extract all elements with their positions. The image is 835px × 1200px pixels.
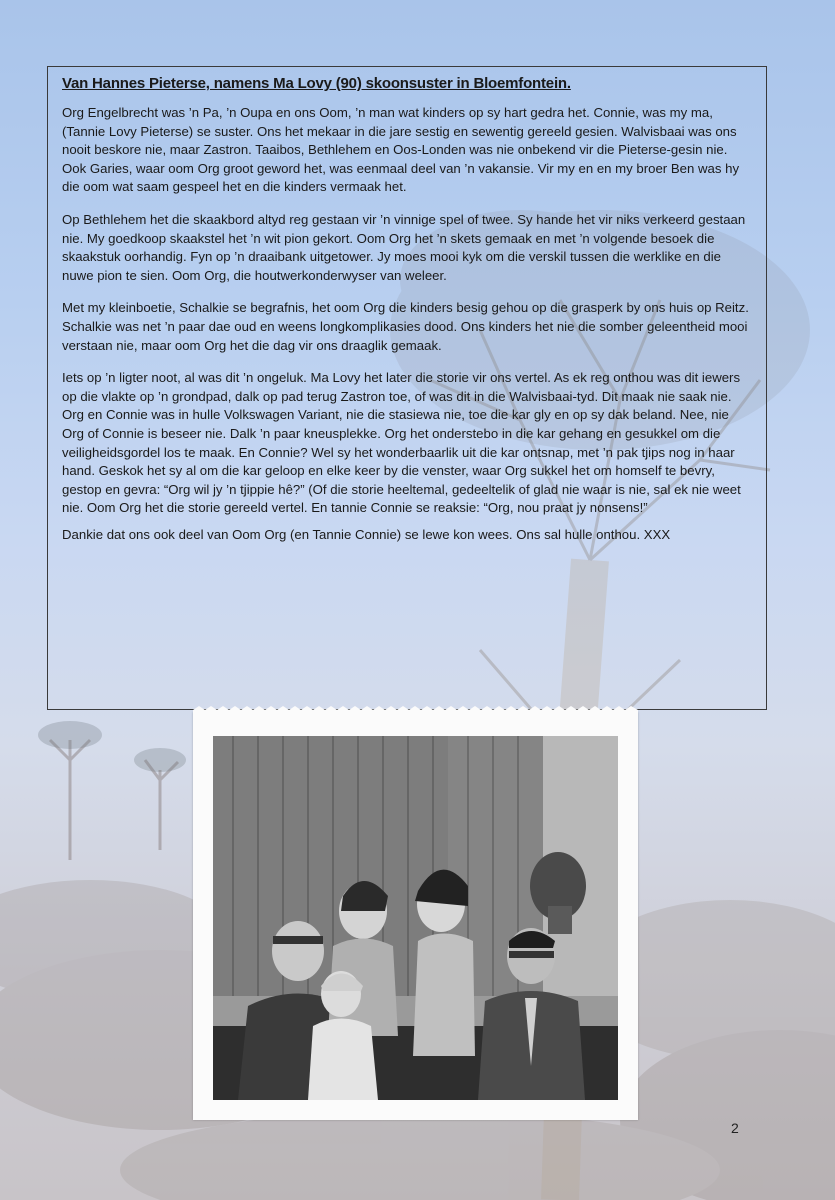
page-number: 2 [731,1120,739,1136]
article-text-box [47,66,767,710]
paragraph-1: Org Engelbrecht was ’n Pa, ’n Oupa en ons Oom, ’n man wat kinders op sy hart gedra het. Connie, was my ma, (Tannie Lovy Pieterse) se suster. Ons het mekaar in die jare sestig en sewentig gereeld gesien. Walvisbaai was ons nooit beskore nie, maar Zastron. Taaibos, Bethlehem en Oos-Londen was nie onbekend vir die Pieterse-gesin nie. Ook Garies, waar oom Org groot geword het, was eenmaal deel van ’n vakansie. Vir my en en my broer Ben was hy die oom wat saam gespeel het en die kinders vermaak het. [62,105,740,195]
deckle-edge [193,706,638,714]
family-photo [213,736,618,1100]
family-photo-illustration [213,736,618,1100]
photo-frame [193,712,638,1120]
paragraph-4: Iets op ’n ligter noot, al was dit ’n ongeluk. Ma Lovy het later die storie vir ons vertel. As ek reg onthou was dit iewers op die vlakte op ’n grondpad, dalk op pad terug Zastron toe, of was dit in die Walvisbaai-tyd. Dit maak nie saak nie. Org en Connie was in hulle Volkswagen Variant, nie die stasiewa nie, toe die kar gly en op sy dak beland. Nee, nie Org of Connie is beseer nie. Dalk ’n paar kneusplekke. Org het onderstebo in die kar gehang en gesukkel om die veiligheidsgordel los te maak. En Connie? Wel sy het wonderbaarlik uit die kar ontsnap, met ’n pak tjips nog in haar hand. Geskok het sy al om die kar geloop en elke keer by die venster, waar Org sukkel het om homself te bevry, gestop en gevra: “Org wil jy ’n tjippie hê?” (Of die storie heeltemal, gedeeltelik of glad nie waar is nie, sal ek nie weet nie. Oom Org het die storie gereeld vertel. En tannie Connie se reaksie: “Org, nou praat jy nonsens!” [62,370,741,516]
article-title: Van Hannes Pieterse, namens Ma Lovy (90) skoonsuster in Bloemfontein. [62,75,571,92]
paragraph-2: Op Bethlehem het die skaakbord altyd reg gestaan vir ’n vinnige spel of twee. Sy hande het vir niks verkeerd gestaan nie. My goedkoop skaakstel het ’n wit pion gekort. Oom Org het ’n skets gemaak en met ’n volgende besoek die skaakstuk oorhandig. Fyn op ’n draaibank uitgetower. Jy moes mooi kyk om die verskil tussen die werklike en die nuwe pion te sien. Oom Org, die houtwerkonderwyser van weleer. [62,211,746,283]
paragraph-5: Dankie dat ons ook deel van Oom Org (en Tannie Connie) se lewe kon wees. Ons sal hulle onthou. XXX [62,526,671,542]
paragraph-3: Met my kleinboetie, Schalkie se begrafnis, het oom Org die kinders besig gehou op die grasperk by ons huis op Reitz. Schalkie was net ’n paar dae oud en weens longkomplikasies dood. Ons kinders het nie die somber geleentheid mooi verstaan nie, maar oom Org het die dag vir ons draaglik gemaak. [62,300,749,353]
